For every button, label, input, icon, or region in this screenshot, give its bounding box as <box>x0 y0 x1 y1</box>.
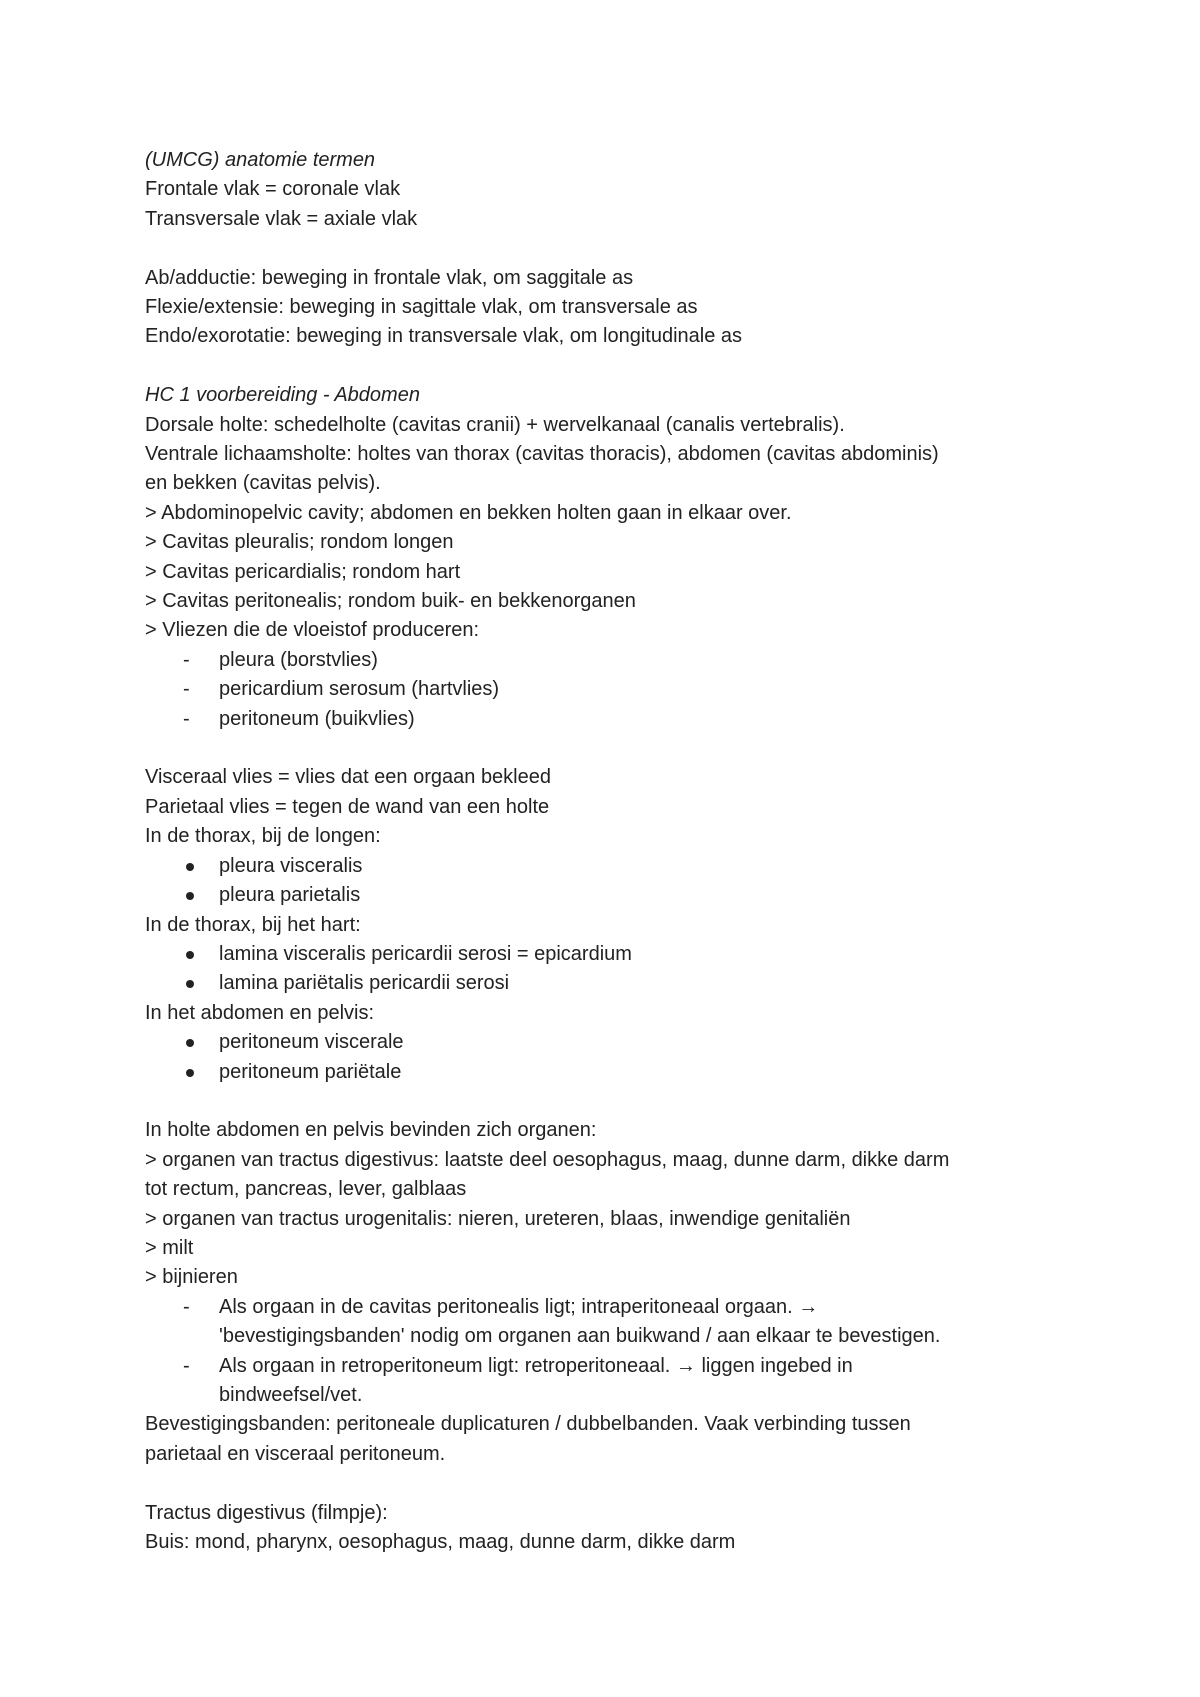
dash-list-item <box>145 646 1065 675</box>
text-line: Bevestigingsbanden: peritoneale duplicaturen / dubbelbanden. Vaak verbinding tussen <box>145 1413 911 1436</box>
bullet-icon <box>186 1069 194 1077</box>
list-item-text: Als orgaan in de cavitas peritonealis ligt; intraperitoneaal orgaan. → <box>219 1295 819 1318</box>
list-item-text: peritoneum pariëtale <box>219 1060 402 1083</box>
dash-list-item <box>145 675 1065 704</box>
text-line: Visceraal vlies = vlies dat een orgaan bekleed <box>145 766 551 789</box>
text-line: Dorsale holte: schedelholte (cavitas cranii) + wervelkanaal (canalis vertebralis). <box>145 413 845 436</box>
text-line: In het abdomen en pelvis: <box>145 1001 375 1024</box>
blank-line <box>145 1469 1065 1498</box>
text-line: Transversale vlak = axiale vlak <box>145 207 418 230</box>
dash-list-item-continuation <box>145 1381 1065 1410</box>
section-heading-hc1-abdomen: HC 1 voorbereiding - Abdomen <box>145 384 420 407</box>
dash-list-item-continuation <box>145 1322 1065 1351</box>
blank-line <box>145 234 1065 263</box>
dash-marker: - <box>183 1295 190 1318</box>
dash-marker: - <box>183 678 190 701</box>
text-line: tot rectum, pancreas, lever, galblaas <box>145 1178 467 1201</box>
section-heading-anatomie-termen: (UMCG) anatomie termen <box>145 149 376 171</box>
text-line: Ventrale lichaamsholte: holtes van thorax (cavitas thoracis), abdomen (cavitas abdominis) <box>145 443 939 466</box>
text-line: Endo/exorotatie: beweging in transversale vlak, om longitudinale as <box>145 325 743 348</box>
list-item-text: peritoneum viscerale <box>219 1031 404 1054</box>
text-line: In de thorax, bij het hart: <box>145 913 361 936</box>
text-line: > organen van tractus digestivus: laatste deel oesophagus, maag, dunne darm, dikke darm <box>145 1148 950 1171</box>
bullet-list-item <box>145 852 1065 881</box>
dash-list-item <box>145 705 1065 734</box>
text-line: > milt <box>145 1236 194 1259</box>
bullet-list-item <box>145 940 1065 969</box>
list-item-text: Als orgaan in retroperitoneum ligt: retroperitoneaal. → liggen ingebed in <box>219 1354 853 1377</box>
list-item-text: pleura visceralis <box>219 854 363 877</box>
list-item-text: lamina visceralis pericardii serosi = epicardium <box>219 942 632 965</box>
bullet-icon <box>186 980 194 988</box>
dash-marker: - <box>183 648 190 671</box>
bullet-icon <box>186 863 194 871</box>
text-line: Ab/adductie: beweging in frontale vlak, om saggitale as <box>145 266 634 289</box>
dash-marker: - <box>183 707 190 730</box>
document-page <box>145 146 1065 1557</box>
text-line: > Abdominopelvic cavity; abdomen en bekken holten gaan in elkaar over. <box>145 501 792 524</box>
dash-list-item <box>145 1352 1065 1381</box>
list-item-text: peritoneum (buikvlies) <box>219 707 415 730</box>
bullet-list-item <box>145 881 1065 910</box>
list-item-text: pleura (borstvlies) <box>219 648 378 671</box>
list-item-text: pleura parietalis <box>219 884 361 907</box>
bullet-icon <box>186 892 194 900</box>
text-line: parietaal en visceraal peritoneum. <box>145 1442 446 1465</box>
blank-line <box>145 734 1065 763</box>
list-item-text: lamina pariëtalis pericardii serosi <box>219 972 510 995</box>
bullet-list-item <box>145 1028 1065 1057</box>
dash-marker: - <box>183 1354 190 1377</box>
text-line: In de thorax, bij de longen: <box>145 825 381 848</box>
text-line: Parietaal vlies = tegen de wand van een holte <box>145 795 550 818</box>
text-line: Tractus digestivus (filmpje): <box>145 1501 388 1524</box>
list-item-text: bindweefsel/vet. <box>219 1384 363 1406</box>
dash-list-item <box>145 1293 1065 1322</box>
bullet-icon <box>186 951 194 959</box>
text-line: > Cavitas peritonealis; rondom buik- en bekkenorganen <box>145 590 636 613</box>
text-line: > bijnieren <box>145 1266 238 1289</box>
text-line: Frontale vlak = coronale vlak <box>145 178 401 201</box>
text-line: > Vliezen die de vloeistof produceren: <box>145 619 480 642</box>
text-line: In holte abdomen en pelvis bevinden zich organen: <box>145 1119 597 1142</box>
text-line: > Cavitas pericardialis; rondom hart <box>145 560 461 583</box>
text-line: Flexie/extensie: beweging in sagittale vlak, om transversale as <box>145 296 698 319</box>
text-line: Buis: mond, pharynx, oesophagus, maag, dunne darm, dikke darm <box>145 1531 736 1554</box>
bullet-icon <box>186 1039 194 1047</box>
blank-line <box>145 352 1065 381</box>
bullet-list-item <box>145 969 1065 998</box>
text-line: > Cavitas pleuralis; rondom longen <box>145 531 454 554</box>
list-item-text: pericardium serosum (hartvlies) <box>219 678 500 701</box>
list-item-text: 'bevestigingsbanden' nodig om organen aan buikwand / aan elkaar te bevestigen. <box>219 1325 941 1348</box>
bullet-list-item <box>145 1058 1065 1087</box>
blank-line <box>145 1087 1065 1116</box>
text-line: en bekken (cavitas pelvis). <box>145 472 381 495</box>
text-line: > organen van tractus urogenitalis: nieren, ureteren, blaas, inwendige genitaliën <box>145 1207 851 1230</box>
